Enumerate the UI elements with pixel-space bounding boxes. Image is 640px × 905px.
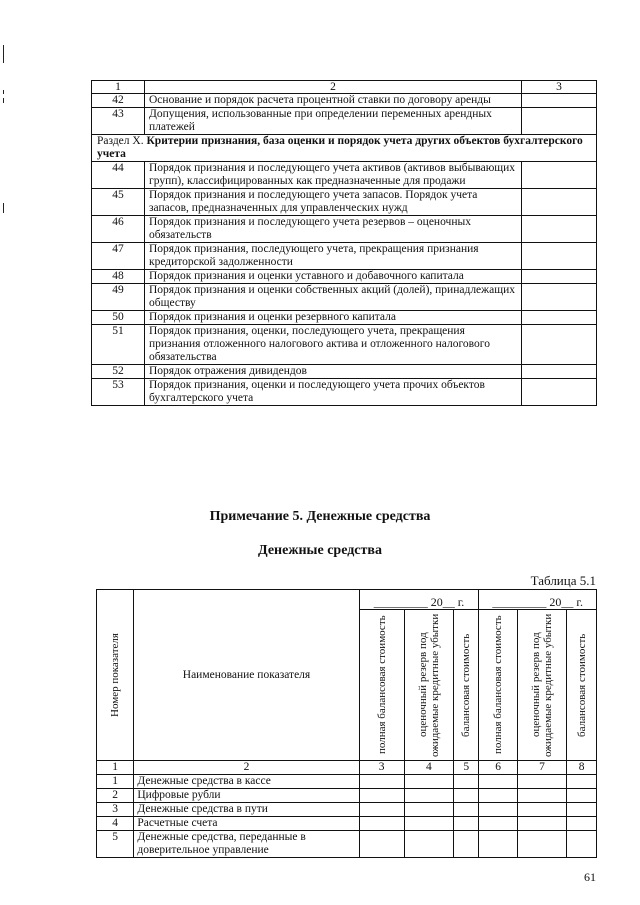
row-number: 3 <box>97 803 134 817</box>
subheader-cell: балансовая стоимость <box>567 610 597 761</box>
subheader-cell: полная балансовая стоимость <box>359 610 404 761</box>
year-header: _________ 20__ г. <box>359 590 479 610</box>
table-label: Таблица 5.1 <box>530 573 596 588</box>
row-value <box>522 108 597 135</box>
section-row <box>92 135 597 162</box>
table-row <box>97 831 597 858</box>
row-text: Порядок признания, оценки и последующего учета прочих объектов бухгалтерского учета <box>145 379 522 406</box>
value-cell <box>567 831 597 858</box>
header-row <box>97 590 597 610</box>
row-value <box>522 189 597 216</box>
value-cell <box>479 803 517 817</box>
value-cell <box>404 789 453 803</box>
row-value <box>522 365 597 379</box>
page-number: 61 <box>584 870 596 884</box>
table-row <box>92 365 597 379</box>
table-row <box>97 817 597 831</box>
row-value <box>522 284 597 311</box>
value-cell <box>479 789 517 803</box>
row-value <box>522 216 597 243</box>
row-text: Основание и порядок расчета процентной ставки по договору аренды <box>145 94 522 108</box>
value-cell <box>404 775 453 789</box>
header-name-cell: Наименование показателя <box>134 590 359 761</box>
value-cell <box>404 803 453 817</box>
section-heading <box>92 135 597 162</box>
row-number: 46 <box>92 216 145 243</box>
value-cell <box>359 817 404 831</box>
header-number-label: Номер показателя <box>109 633 122 717</box>
table-row <box>92 270 597 284</box>
section-title: Критерии признания, база оценки и порядок учета других объектов бухгалтерского учета <box>97 135 583 160</box>
row-number: 43 <box>92 108 145 135</box>
row-value <box>522 162 597 189</box>
value-cell <box>479 775 517 789</box>
row-value <box>522 243 597 270</box>
subheader-cell: оценочный резерв под ожидаемые кредитные убытки <box>404 610 453 761</box>
value-cell <box>517 775 566 789</box>
subheader-cell: оценочный резерв под ожидаемые кредитные убытки <box>517 610 566 761</box>
table-row <box>92 284 597 311</box>
row-text: Порядок признания и последующего учета запасов. Порядок учета запасов, предназначенных для управленческих нужд <box>145 189 522 216</box>
table-row <box>97 789 597 803</box>
table-row <box>92 379 597 406</box>
row-text: Расчетные счета <box>134 817 359 831</box>
value-cell <box>567 775 597 789</box>
column-number: 5 <box>454 761 479 775</box>
row-text: Порядок признания и оценки уставного и добавочного капитала <box>145 270 522 284</box>
row-number: 47 <box>92 243 145 270</box>
header-cell: 2 <box>145 81 522 94</box>
note-title: Примечание 5. Денежные средства <box>209 509 431 524</box>
value-cell <box>359 831 404 858</box>
value-cell <box>567 789 597 803</box>
table-row <box>92 325 597 365</box>
row-number: 52 <box>92 365 145 379</box>
value-cell <box>517 803 566 817</box>
table-row <box>92 94 597 108</box>
row-number: 49 <box>92 284 145 311</box>
table-row <box>97 803 597 817</box>
value-cell <box>454 789 479 803</box>
row-text: Порядок признания и последующего учета активов (активов выбывающих групп), классифицированных как предназначенные для продажи <box>145 162 522 189</box>
row-number: 53 <box>92 379 145 406</box>
column-number: 7 <box>517 761 566 775</box>
subheader-cell: балансовая стоимость <box>454 610 479 761</box>
value-cell <box>359 803 404 817</box>
column-number: 6 <box>479 761 517 775</box>
cash-table <box>96 589 597 858</box>
table-row <box>97 775 597 789</box>
row-number: 45 <box>92 189 145 216</box>
row-number: 4 <box>97 817 134 831</box>
header-cell: 3 <box>522 81 597 94</box>
value-cell <box>454 817 479 831</box>
margin-mark <box>3 45 4 63</box>
row-number: 5 <box>97 831 134 858</box>
value-cell <box>479 817 517 831</box>
column-number: 4 <box>404 761 453 775</box>
table-row <box>92 162 597 189</box>
subheader-cell: полная балансовая стоимость <box>479 610 517 761</box>
value-cell <box>517 831 566 858</box>
margin-mark <box>3 98 4 103</box>
row-text: Цифровые рубли <box>134 789 359 803</box>
row-value <box>522 270 597 284</box>
row-number: 42 <box>92 94 145 108</box>
value-cell <box>517 789 566 803</box>
value-cell <box>454 775 479 789</box>
row-text: Порядок признания и последующего учета резервов – оценочных обязательств <box>145 216 522 243</box>
row-text: Денежные средства, переданные в доверительное управление <box>134 831 359 858</box>
table-row <box>92 311 597 325</box>
row-text: Допущения, использованные при определении переменных арендных платежей <box>145 108 522 135</box>
table-row <box>92 108 597 135</box>
policy-table <box>91 80 597 406</box>
value-cell <box>359 775 404 789</box>
section-prefix: Раздел X. <box>97 135 144 147</box>
table-row <box>92 243 597 270</box>
row-value <box>522 379 597 406</box>
column-number: 8 <box>567 761 597 775</box>
table-row <box>92 189 597 216</box>
row-text: Порядок признания и оценки собственных акций (долей), принадлежащих обществу <box>145 284 522 311</box>
row-text: Денежные средства в пути <box>134 803 359 817</box>
row-number: 44 <box>92 162 145 189</box>
value-cell <box>454 803 479 817</box>
value-cell <box>479 831 517 858</box>
column-number: 2 <box>134 761 359 775</box>
row-text: Порядок отражения дивидендов <box>145 365 522 379</box>
year-header: _________ 20__ г. <box>479 590 597 610</box>
row-number: 1 <box>97 775 134 789</box>
header-number-cell <box>97 590 134 761</box>
column-number: 3 <box>359 761 404 775</box>
table-header-row <box>92 81 597 94</box>
header-cell: 1 <box>92 81 145 94</box>
row-text: Порядок признания, оценки, последующего учета, прекращения признания отложенного налогового актива и отложенного налогового обязательства <box>145 325 522 365</box>
section-title: Денежные средства <box>258 543 382 558</box>
row-number: 51 <box>92 325 145 365</box>
row-number: 50 <box>92 311 145 325</box>
value-cell <box>404 831 453 858</box>
row-value <box>522 325 597 365</box>
row-text: Денежные средства в кассе <box>134 775 359 789</box>
value-cell <box>404 817 453 831</box>
column-number: 1 <box>97 761 134 775</box>
row-value <box>522 94 597 108</box>
column-number-row <box>97 761 597 775</box>
row-text: Порядок признания, последующего учета, прекращения признания кредиторской задолженности <box>145 243 522 270</box>
row-value <box>522 311 597 325</box>
value-cell <box>517 817 566 831</box>
row-number: 48 <box>92 270 145 284</box>
row-number: 2 <box>97 789 134 803</box>
margin-mark <box>3 90 4 94</box>
value-cell <box>454 831 479 858</box>
value-cell <box>567 817 597 831</box>
table-row <box>92 216 597 243</box>
value-cell <box>567 803 597 817</box>
value-cell <box>359 789 404 803</box>
row-text: Порядок признания и оценки резервного капитала <box>145 311 522 325</box>
margin-mark <box>3 203 4 213</box>
